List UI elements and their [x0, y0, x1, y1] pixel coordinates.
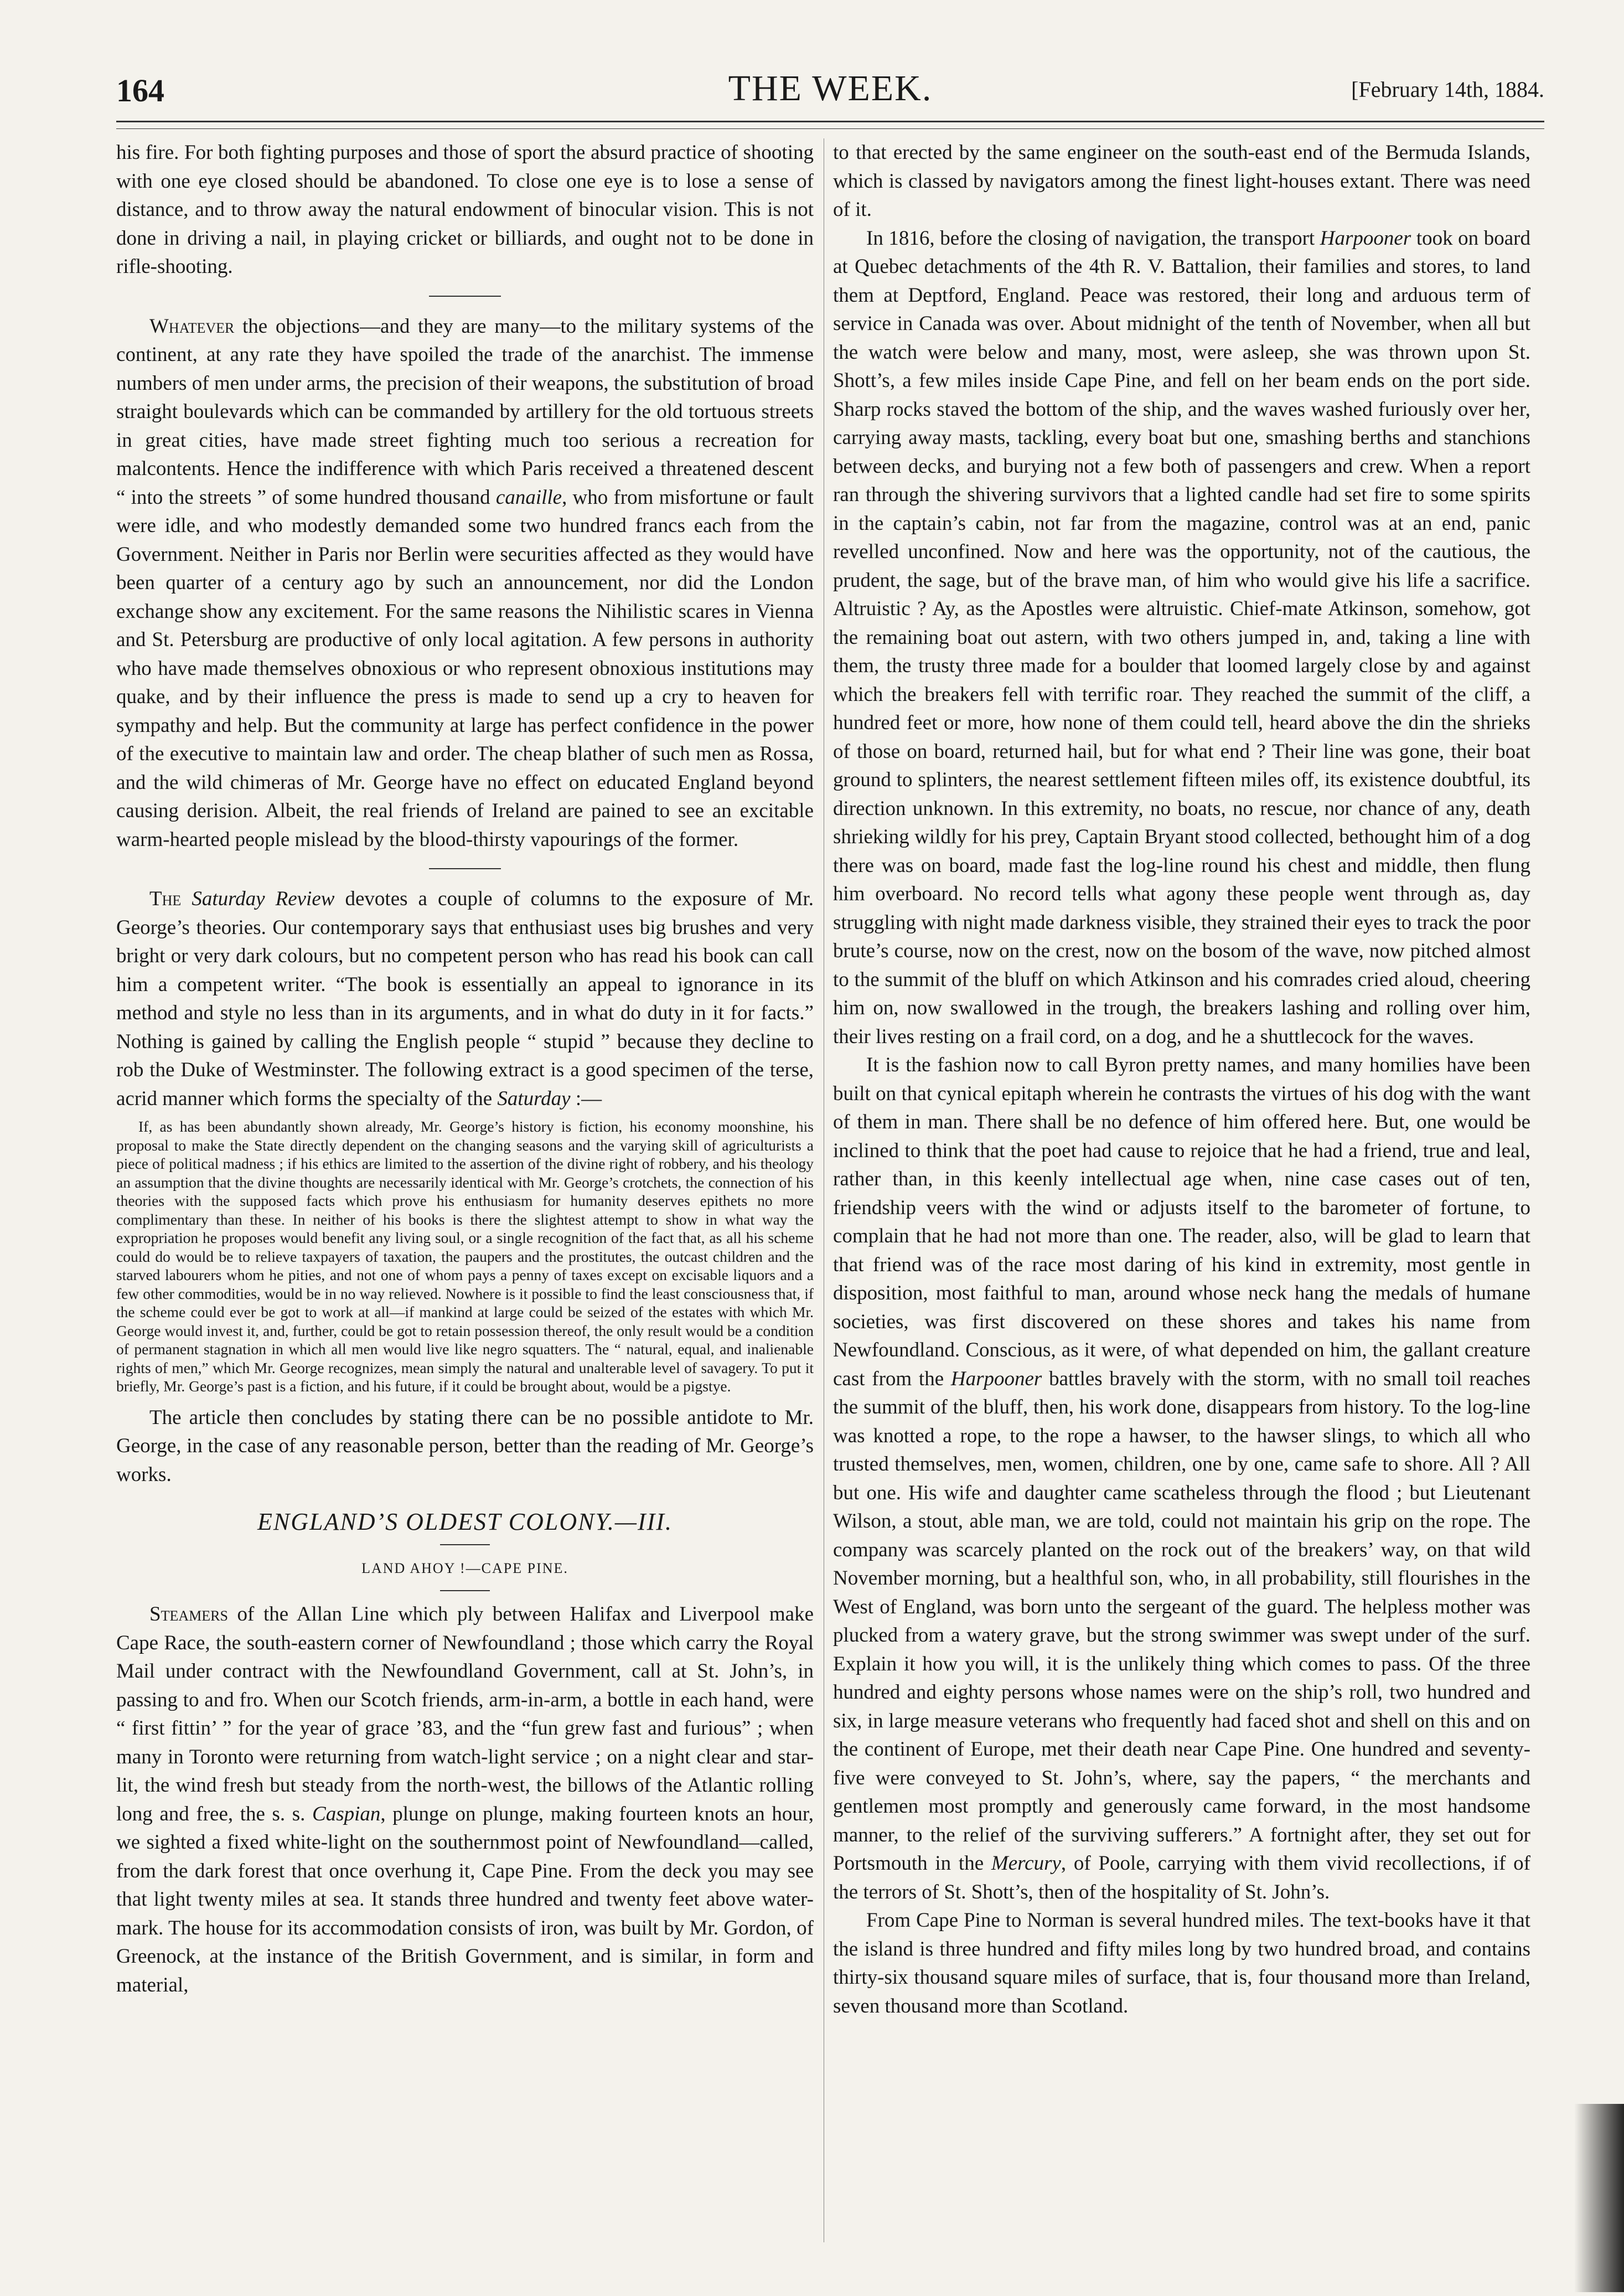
- article-subtitle: LAND AHOY !—CAPE PINE.: [361, 1560, 568, 1576]
- paragraph: his fire. For both fighting purposes and those of sport the absurd practice of shooting with one eye closed should be abandoned. To close one eye is to lose a sense of distance, and to throw away the natural endowment of binocular vision. This is not done in driving a nail, in playing cricket or billiards, and ought not to be done in rifle-shooting.: [116, 141, 814, 278]
- paragraph: In 1816, before the closing of navigation, the transport Harpooner took on board at Quebec detachments of the 4th R. V. Battalion, their families and stores, to land them at Deptford, England. Peace was restored, their long and arduous term of service in Canada was over. About midnight of the tenth of November, when all but the watch were below and many, most, were asleep, she was thrown upon St. Shott’s, a few miles inside Cape Pine, and fell on her beam ends on the port side. Sharp rocks staved the bottom of the ship, and the waves washed furiously over her, carrying away masts, tackling, every boat but one, smashing berths and stanchions between decks, and burying not a few both of passengers and crew. When a report ran through the shivering survivors that a lighted candle had set fire to some spirits in the captain’s cabin, not far from the magazine, control was at an end, panic revelled unconfined. Now and here was the opportunity, not of the cautious, the prudent, the sage, but of the brave man, of him who would give his life a sacrifice. Altruistic ? Ay, as the Apostles were altruistic. Chief-mate Atkinson, somehow, got the remaining boat out astern, with two others jumped in, and, taking a line with them, the trusty three made for a boulder that loomed largely close by and against which the breakers fell with terrific roar. They reached the summit of the cliff, a hundred feet or more, how none of them could tell, heard above the din the shrieks of those on board, returned hail, but for what end ? Their line was gone, their boat ground to splinters, the nearest settlement fifteen miles off, its existence doubtful, its direction unknown. In this extremity, no boats, no rescue, nor chance of any, death shrieking wildly for his prey, Captain Bryant stood collected, bethought him of a dog there was on board, made fast the log-line round his chest and middle, then flung him overboard. No record tells what agony these people went through as, day struggling with night made darkness visible, they strained their eyes to track the poor brute’s course, now on the crest, now on the bosom of the wave, now pitched almost to the summit of the bluff on which Atkinson and his comrades cried aloud, cheering him on, now swallowed in the trough, the breakers lashing and rolling over him, their lives resting on a frail cord, on a dog, and he a shuttlecock for the waves.: [833, 226, 1530, 1048]
- paragraph: The article then concludes by stating there can be no possible antidote to Mr. George, in the case of any reasonable person, better than the reading of Mr. George’s works.: [116, 1406, 814, 1486]
- section-divider: [429, 868, 501, 869]
- paragraph: From Cape Pine to Norman is several hundred miles. The text-books have it that the island is three hundred and fifty miles long by two hundred broad, and contains thirty-six thousand square miles of surface, that is, four thousand more than Ireland, seven thousand more than Scotland.: [833, 1909, 1530, 2018]
- header-rule-thin: [116, 128, 1544, 129]
- section-divider: [440, 1544, 490, 1545]
- section-divider: [440, 1590, 490, 1591]
- left-column: [116, 138, 814, 2253]
- block-quote: If, as has been abundantly shown already, Mr. George’s history is fiction, his economy moonshine, his proposal to make the State directly dependent on the changing seasons and the varying skill of agriculturists a piece of political madness ; if his ethics are limited to the assertion of the divine right of robbery, and his theology an assumption that the divine thoughts are necessarily identical with Mr. George’s crotchets, the connection of his theories with the supposed facts which prove his enthusiasm for humanity deserves epithets no more complimentary than these. In neither of his books is there the slightest attempt to show in what way the expropriation he proposes would benefit any living soul, or a single recognition of the fact that, as all his scheme could do would be to relieve taxpayers of taxation, the paupers and the prostitutes, the outcast children and the starved labourers whom he pities, and not one of whom pays a penny of taxes except on excisable liquors and a few other commodities, would be in no way relieved. Nowhere is it possible to find the least consciousness that, if the scheme could ever be got to work at all—if mankind at large could be seized of the estates with which Mr. George would invest it, and, further, could be got to retain possession thereof, the only result would be a condition of permanent stagnation in which all men would live like negro squatters. The “ natural, equal, and inalienable rights of men,” which Mr. George recognizes, mean simply the natural and unalterable level of savagery. To put it briefly, Mr. George’s past is a fiction, and his future, if it could be brought about, would be a pigstye.: [116, 1118, 814, 1395]
- article-title: ENGLAND’S OLDEST COLONY.—III.: [257, 1508, 673, 1535]
- right-column: [833, 138, 1530, 2253]
- masthead: THE WEEK.: [728, 68, 933, 109]
- page-header: [116, 60, 1544, 121]
- paragraph: to that erected by the same engineer on the south-east end of the Bermuda Islands, which is classed by navigators among the finest light-houses extant. There was need of it.: [833, 141, 1530, 221]
- page-edge-shadow: [1574, 2104, 1624, 2292]
- page-number: 164: [116, 73, 164, 109]
- header-rule: [116, 121, 1544, 122]
- dateline: [February 14th, 1884.: [1351, 77, 1544, 102]
- section-divider: [429, 296, 501, 297]
- paragraph: Whatever the objections—and they are many—to the military systems of the continent, at any rate they have spoiled the trade of the anarchist. The immense numbers of men under arms, the precision of their weapons, the substitution of broad straight boulevards which can be commanded by artillery for the old tortuous streets in great cities, have made street fighting much too serious a recreation for malcontents. Hence the indifference with which Paris received a threatened descent “ into the streets ” of some hundred thousand canaille, who from misfortune or fault were idle, and who modestly demanded some two hundred francs each from the Government. Neither in Paris nor Berlin were securities affected as they would have been quarter of a century ago by such an announcement, nor did the London exchange show any excitement. For the same reasons the Nihilistic scares in Vienna and St. Petersburg are productive of only local agitation. A few persons in authority who have made themselves obnoxious or who represent obnoxious institutions may quake, and by their influence the press is made to send up a cry to heaven for sympathy and help. But the community at large has perfect confidence in the power of the executive to maintain law and order. The cheap blather of such men as Rossa, and the wild chimeras of Mr. George have no effect on educated England beyond causing derision. Albeit, the real friends of Ireland are pained to see an excitable warm-hearted people mislead by the blood-thirsty vapourings of the former.: [116, 314, 814, 851]
- paragraph: It is the fashion now to call Byron pretty names, and many homilies have been built on that cynical epitaph wherein he contrasts the virtues of his dog with the want of them in man. There shall be no defence of him offered here. But, one would be inclined to think that the poet had cause to rejoice that he had a friend, true and leal, rather than, in this keenly intellectual age when, nine case cases out of ten, friendship veers with the wind or adjusts itself to the barometer of fortune, to complain that he had not more than one. The reader, also, will be glad to learn that that friend was of the race most daring of his kind in extremity, most gentle in disposition, most faithful to man, around whose neck hang the medals of humane societies, was first discovered on these shores and takes his name from Newfoundland. Conscious, as it were, of what depended on him, the gallant creature cast from the Harpooner battles bravely with the storm, with no small toil reaches the summit of the bluff, then, his work done, disappears from history. To the log-line was knotted a rope, to the rope a hawser, to the hawser slings, to which all who trusted themselves, men, women, children, one by one, came safe to shore. All ? All but one. His wife and daughter came scatheless through the flood ; but Lieutenant Wilson, a stout, able man, we are told, could not maintain his grip on the rope. The company was scarcely planted on the rock out of the breakers’ way, on that wild November morning, but a healthful son, who, in all probability, still flourishes in the West of England, was born unto the sergeant of the guard. The helpless mother was plucked from a watery grave, but the strong swimmer was swept under of the surf. Explain it how you will, it is the unlikely thing which comes to pass. Of the three hundred and eighty persons whose names were on the ship’s roll, two hundred and six, in large measure veterans who frequently had faced shot and shell on this and on the continent of Europe, met their death near Cape Pine. One hundred and seventy-five were conveyed to St. John’s, where, say the papers, “ the merchants and gentlemen most promptly and generously came forward, in the most handsome manner, to the relief of the surviving sufferers.” A fortnight after, they set out for Portsmouth in the Mercury, of Poole, carrying with them vivid recollections, if of the terrors of St. Shott’s, then of the hospitality of St. John’s.: [833, 1054, 1530, 1903]
- paragraph: Steamers of the Allan Line which ply between Halifax and Liverpool make Cape Race, the south-eastern corner of Newfoundland ; those which carry the Royal Mail under contract with the Newfoundland Government, call at St. John’s, in passing to and fro. When our Scotch friends, arm-in-arm, a bottle in each hand, were “ first fittin’ ” for the year of grace ’83, and the “fun grew fast and furious” ; when many in Toronto were returning from watch-light service ; on a night clear and star-lit, the wind fresh but steady from the north-west, the billows of the Atlantic rolling long and free, the s. s. Caspian, plunge on plunge, making fourteen knots an hour, we sighted a fixed white-light on the southernmost point of Newfoundland—called, from the dark forest that once overhung it, Cape Pine. From the deck you may see that light twenty miles at sea. It stands three hundred and twenty feet above water-mark. The house for its accommodation consists of iron, was built by Mr. Gordon, of Greenock, at the instance of the British Government, and is similar, in form and material,: [116, 1603, 814, 1996]
- paragraph: The Saturday Review devotes a couple of columns to the exposure of Mr. George’s theories. Our contemporary says that enthusiast uses big brushes and very bright or very dark colours, but no competent person who has read his book can call him a competent writer. “The book is essentially an appeal to ignorance in its method and style no less than in its arguments, and in what do duty in it for facts.” Nothing is gained by calling the English people “ stupid ” because they decline to rob the Duke of Westminster. The following extract is a good specimen of the terse, acrid manner which forms the specialty of the Saturday :—: [116, 888, 814, 1110]
